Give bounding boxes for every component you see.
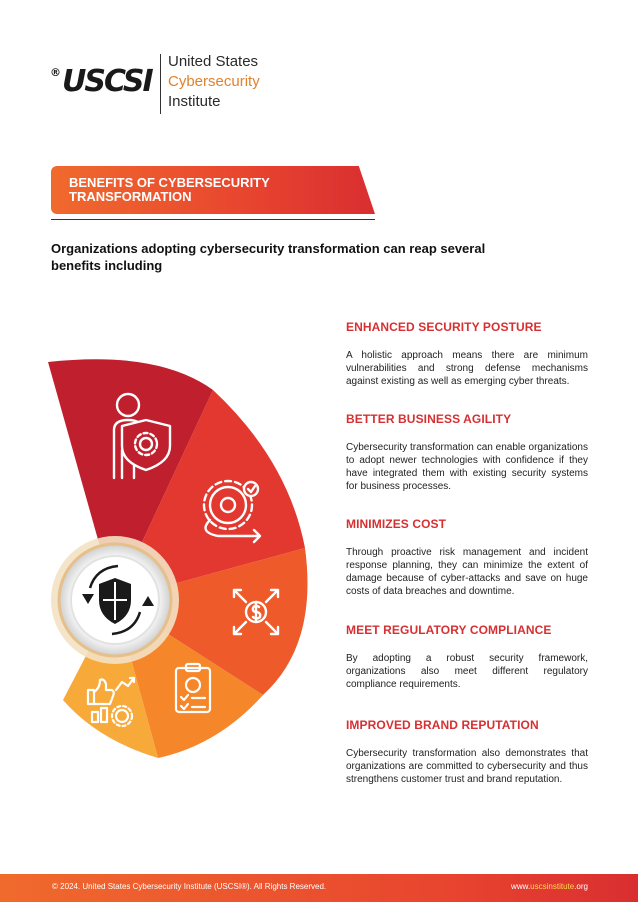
benefit-text: Through proactive risk management and incident response planning, they can minimize the extent of damage because of cyber-attacks and save on huge costs of data breaches and downtime. [346, 547, 588, 597]
benefit-text: A holistic approach means there are minimum vulnerabilities and strong defense mechanisms against existing as well as emerging cyber threats. [346, 350, 588, 387]
benefit-brand-reputation [346, 718, 588, 786]
benefit-title: ENHANCED SECURITY POSTURE [346, 320, 542, 334]
page-footer [0, 874, 638, 902]
benefit-text: Cybersecurity transformation also demonstrates that organizations are committed to cybersecurity and thus strengthens customer trust and brand reputation. [346, 748, 588, 785]
uscsi-logo [50, 52, 290, 118]
logo-line-3: Institute [168, 93, 221, 110]
banner-underline [51, 219, 375, 220]
footer-website-link[interactable] [511, 882, 588, 891]
benefit-title: MEET REGULATORY COMPLIANCE [346, 623, 552, 637]
intro-text: Organizations adopting cybersecurity transformation can reap several benefits including [51, 241, 486, 273]
benefit-business-agility [346, 412, 588, 493]
benefit-text: By adopting a robust security framework, organizations also meet different regulatory compliance requirements. [346, 653, 588, 690]
benefit-title: IMPROVED BRAND REPUTATION [346, 718, 539, 732]
banner-title-line-1: BENEFITS OF CYBERSECURITY [69, 175, 270, 190]
section-banner [51, 166, 375, 214]
benefit-security-posture [346, 320, 588, 388]
benefit-regulatory-compliance [346, 623, 588, 691]
benefit-text: Cybersecurity transformation can enable organizations to adopt newer technologies with confidence if they have integrated them with existing security systems for business processes. [346, 442, 588, 492]
logo-mark-text: USCSI [62, 64, 152, 99]
benefits-fan-graphic [38, 350, 323, 770]
logo-line-1: United States [168, 53, 259, 70]
benefit-title: BETTER BUSINESS AGILITY [346, 412, 512, 426]
footer-copyright: © 2024. United States Cybersecurity Institute (USCSI®). All Rights Reserved. [52, 882, 327, 891]
footer-url-highlight: uscsinstitute [530, 882, 575, 891]
benefit-title: MINIMIZES COST [346, 517, 447, 531]
footer-url-suffix: .org [574, 882, 588, 891]
benefit-minimizes-cost [346, 517, 588, 598]
logo-line-2: Cybersecurity [168, 73, 260, 90]
registered-mark: ® [50, 66, 61, 79]
footer-url-prefix: www. [511, 882, 531, 891]
logo-mark [50, 64, 152, 99]
logo-wordmark [168, 52, 260, 112]
logo-divider [160, 54, 161, 114]
banner-title-line-2: TRANSFORMATION [69, 189, 192, 204]
banner-title [69, 176, 349, 204]
